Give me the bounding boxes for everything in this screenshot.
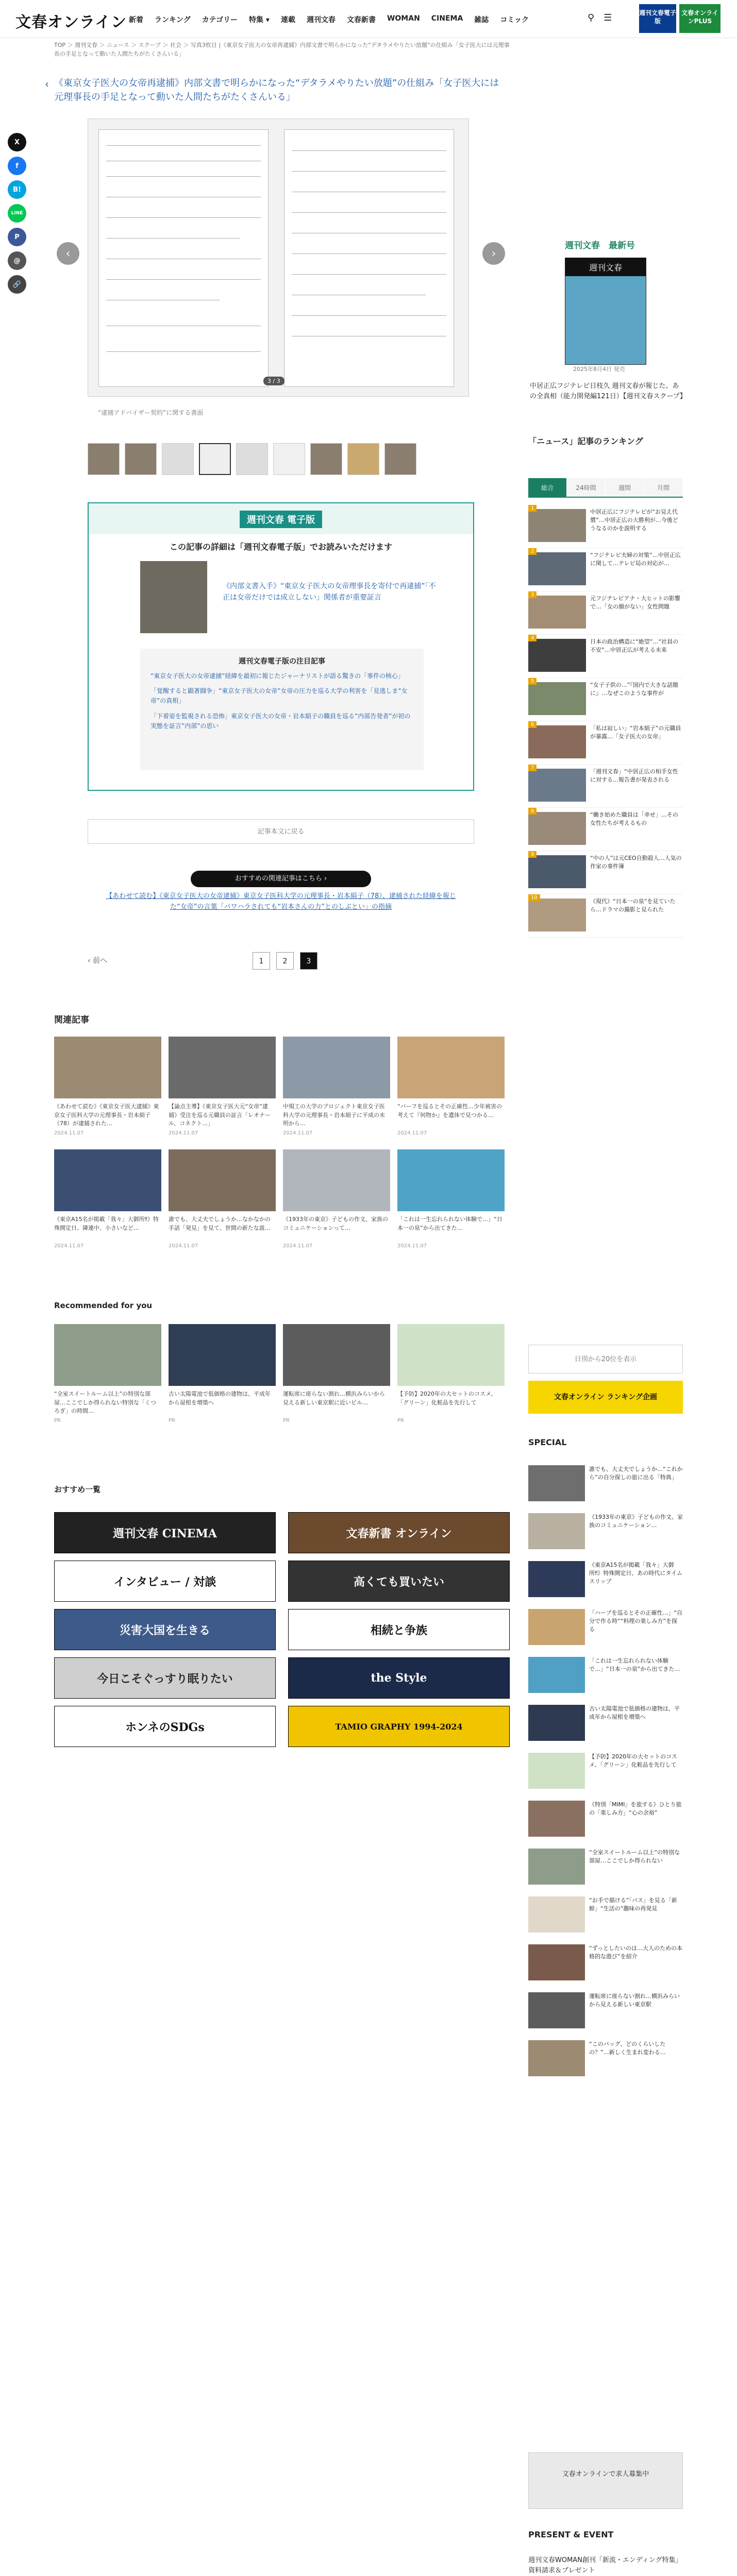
link-copy-icon[interactable]: 🔗 <box>8 275 26 294</box>
tab-week[interactable]: 週間 <box>606 478 644 497</box>
ranking-item[interactable]: 4 日本の政治構造に“絶望”…“社員の不安”…中居正広が考える未来 <box>528 635 683 678</box>
document-page-right <box>284 129 454 387</box>
ranking-item[interactable]: 6 「私は寂しい」“岩本絹子”の元職員が暴露…「女子医大の女帝」 <box>528 721 683 765</box>
related-card[interactable]: 中規工の大学のプロジェクト東京女子医科大学の元理事長・岩本絹子に平成の未明から… 2024.11.07 <box>283 1037 390 1136</box>
side-ad-banner[interactable]: 文春オンラインで求人募集中 <box>528 2452 683 2509</box>
special-item[interactable]: 誰でも、大丈夫でしょうか…“これから”の自分探しの旅に出る「特典」 <box>528 1463 683 1511</box>
special-item[interactable]: “全室スイートルーム以上”の特別な部屋…ここでしか得られない <box>528 1846 683 1894</box>
related-card[interactable]: 《東京A15名が掲載「我々」大御所‼》特殊開定日、隣連中、小さいなど… 2024.11.07 <box>54 1149 161 1249</box>
nav-item[interactable]: 文春新書 <box>346 16 376 24</box>
present-event-list <box>528 2555 683 2576</box>
ranking-item[interactable]: 1 中居正広にフジテレビが“お見え代償”…中居正広の大勝利が…今後どうなるのかを説明する <box>528 505 683 548</box>
ranking-item[interactable]: 10 《現代》“日本一の泉”を見ていたら…ドラマの撮影と見られた <box>528 894 683 938</box>
banner-takakutemo[interactable]: 高くても買いたい <box>288 1561 510 1602</box>
recommended-card[interactable]: 運転席に座らない割れ…横浜みらいから見える新しい東京駅に近いビル… PR <box>283 1324 390 1423</box>
nav-item[interactable]: 雑誌 <box>474 16 489 24</box>
banner-style[interactable]: the Style <box>288 1657 510 1699</box>
special-heading: SPECIAL <box>528 1437 567 1447</box>
ranking-item[interactable]: 5 “女子子供の…”『国内で大きな話題に』…なぜこのような事件が <box>528 678 683 721</box>
special-list <box>528 1463 683 2086</box>
thumbnail[interactable] <box>310 443 342 475</box>
x-share-icon[interactable]: X <box>8 133 26 151</box>
thumbnail-strip <box>88 443 416 475</box>
banner-cinema[interactable]: 週刊文春 CINEMA <box>54 1512 276 1553</box>
banner-sdgs[interactable]: ホンネのSDGs <box>54 1706 276 1747</box>
prev-image-arrow-icon[interactable]: ‹ <box>57 242 79 265</box>
thumbnail[interactable] <box>236 443 268 475</box>
banner-interview[interactable]: インタビュー / 対談 <box>54 1561 276 1602</box>
banner-saigai[interactable]: 災害大国を生きる <box>54 1609 276 1650</box>
related-card[interactable]: 《あわせて読む》《東京女子医大逮捕》東京女子医科大学の元理事長・岩本絹子（78）が逮捕された… 2024.11.07 <box>54 1037 161 1136</box>
ranking-item[interactable]: 2 “フジテレビ夫婦の対策”…中居正広に関して…テレビ局の対応が… <box>528 548 683 591</box>
tab-24h[interactable]: 24時間 <box>567 478 606 497</box>
breadcrumb[interactable]: TOP ＞ 週刊文春 ＞ ニュース ＞ スクープ ＞ 社会 ＞ 写真3枚目 |《東京女子医大の女帝再逮捕》内部文書で明らかになった“デタラメやりたい放題”の仕組み「女子医大には元理事長の手足となって動いた人間たちがたくさんいる」 <box>54 42 510 57</box>
hatena-share-icon[interactable]: B! <box>8 180 26 199</box>
special-item[interactable]: 「ハーブを巡るとその正確性…」“自分で作る時”“料理の楽しみ方”を探る <box>528 1607 683 1655</box>
cover-headline[interactable]: 中居正広フジテレビ日枝久 週刊文春が報じた、あの全真相（能力開発編121日）【週刊文春スクープ】 <box>530 382 686 400</box>
nav-item[interactable]: 週刊文春 <box>306 16 336 24</box>
recommended-grid <box>54 1324 505 1423</box>
recommend-button[interactable]: おすすめの関連記事はこちら › <box>191 871 371 887</box>
osusume-banners <box>54 1512 510 1747</box>
article-title[interactable]: ‹ 《東京女子医大の女帝再逮捕》内部文書で明らかになった“デタラメやりたい放題”の仕組み「女子医大には元理事長の手足となって動いた人間たちがたくさんいる」 <box>54 76 508 104</box>
page-link[interactable]: 2 <box>276 952 294 970</box>
promo-lead: この記事の詳細は「週刊文春電子版」でお読みいただけます <box>169 542 392 552</box>
related-card[interactable]: 《1933年の東京》子どもの作文、家族のコミュニケーションって… 2024.11.07 <box>283 1149 390 1249</box>
back-chevron-icon[interactable]: ‹ <box>45 78 49 90</box>
thumbnail[interactable] <box>347 443 379 475</box>
document-page-left <box>98 129 269 387</box>
magazine-cover[interactable]: 週刊文春 <box>565 258 646 365</box>
osusume-heading: おすすめ一覧 <box>54 1485 101 1494</box>
related-heading: 関連記事 <box>54 1015 89 1025</box>
paper-latest-heading: 週刊文春 最新号 <box>565 241 635 251</box>
ranking-item[interactable]: 8 “働き始めた職員は「幸せ」…その女性たちが考えるもの <box>528 808 683 851</box>
recommended-card[interactable]: “全室スイートルーム以上”の特別な部屋…ここでしか得られない特別な「くつろぎ」の時間… PR <box>54 1324 161 1423</box>
related-card[interactable]: 【論点主導】《東京女子医大元“女帝”逮捕》受注を巡る元職員の証言「レオナール、コネクト…」 2024.11.07 <box>169 1037 276 1136</box>
ranking-item[interactable]: 7 「週刊文春」“中居正広の相手女性に対する…報告書が発表される <box>528 765 683 808</box>
header-icons <box>588 12 612 23</box>
main-nav <box>129 14 529 25</box>
ranking-item[interactable]: 3 元フジテレビアナ・大ヒットの影響で…「女の顔がない」女性問題 <box>528 591 683 635</box>
document-image-viewer[interactable] <box>88 118 469 397</box>
special-item[interactable]: 《1933年の東京》子どもの作文、家族のコミュニケーション… <box>528 1511 683 1559</box>
special-item[interactable]: “お手で描ける”「パス」を見る「新鮮」“生活の”趣味の再発見 <box>528 1894 683 1942</box>
promo-band <box>89 503 473 534</box>
related-card[interactable]: 「これは一生忘れられない体験で…」“日本一の泉”から出てきた… 2024.11.07 <box>397 1149 505 1249</box>
search-icon[interactable]: ⚲ <box>588 12 595 23</box>
banner-tamio[interactable]: TAMIO GRAPHY 1994-2024 <box>288 1706 510 1747</box>
back-to-article-button[interactable]: 記事本文に戻る <box>88 819 474 844</box>
present-event-heading: PRESENT & EVENT <box>528 2530 614 2539</box>
ranking-tabs <box>528 478 683 498</box>
nav-item[interactable]: コミック <box>500 16 529 24</box>
thumbnail[interactable] <box>162 443 194 475</box>
thumbnail[interactable] <box>88 443 120 475</box>
promo-logo: 週刊文春 電子版 <box>240 511 322 528</box>
special-item[interactable]: “ずっとしたいのは…大人のための本格的な遊び”を紹介 <box>528 1942 683 1990</box>
special-item[interactable]: “このバッグ、どのくらいしたの？”…新しく生まれ変わる… <box>528 2038 683 2086</box>
nav-item[interactable]: 新着 <box>129 16 143 24</box>
paper-edition-button[interactable]: 週刊文春電子版 <box>639 4 676 33</box>
ranking-more-button[interactable]: 日別から20位を表示 <box>528 1345 683 1374</box>
ranking-list <box>528 505 683 938</box>
nav-item[interactable]: カテゴリー <box>202 16 238 24</box>
thumbnail[interactable] <box>384 443 416 475</box>
mail-share-icon[interactable]: @ <box>8 251 26 270</box>
pocket-share-icon[interactable]: P <box>8 228 26 246</box>
recommended-card[interactable]: 【予防】2020年の大セットのコスメ、「グリーン」化粧品を先行して PR <box>397 1324 505 1423</box>
next-image-arrow-icon[interactable]: › <box>482 242 505 265</box>
special-item[interactable]: 古い太陽電池で低価格の建物は、平成年から屋根を増築へ <box>528 1703 683 1751</box>
nav-item[interactable]: 連載 <box>280 16 295 24</box>
related-card[interactable]: 誰でも、大丈夫でしょうか…なかなかの手話「発見」を見て、世間の新たな説… 2024.11.07 <box>169 1149 276 1249</box>
nav-item[interactable]: WOMAN <box>387 14 420 23</box>
line-share-icon[interactable]: LINE <box>8 204 26 223</box>
tab-month[interactable]: 月間 <box>644 478 683 497</box>
prev-page-link[interactable]: ‹ 前へ <box>88 957 108 965</box>
related-card[interactable]: “バーフを巡るとその正確性…少年被害の考えて『何物か』を遺体で見つかる… 2024.11.07 <box>397 1037 505 1136</box>
thumbnail[interactable] <box>273 443 305 475</box>
nav-item[interactable]: 特集 ▾ <box>249 16 270 24</box>
promo-item[interactable]: 「覚醒すると顕著闘争」“東京女子医大の女帝”女帝の圧力を巡る大学の利害を「見逃しま“女帝”の真相」 <box>150 687 408 705</box>
page-link[interactable]: 1 <box>253 952 270 970</box>
ranking-banner[interactable]: 文春オンライン ランキング企画 <box>528 1381 683 1414</box>
promo-item[interactable]: 「下着姿を監視される恐怖」東京女子医大の女帝・岩本絹子の職員を巡る“内部告発者”が初の実態を証言“内部”の思い <box>150 712 411 730</box>
share-bar <box>7 133 27 294</box>
cover-date: 2025年8月4日 発売 <box>573 366 625 372</box>
tab-total[interactable]: 総合 <box>528 478 567 497</box>
special-item[interactable]: 運転席に座らない割れ…横浜みらいから見える新しい東京駅 <box>528 1990 683 2038</box>
page-link-current[interactable]: 3 <box>300 952 317 970</box>
thumbnail-selected[interactable] <box>199 443 231 475</box>
thumbnail[interactable] <box>125 443 157 475</box>
pagination <box>88 951 474 972</box>
banner-shinsho[interactable]: 文春新書 オンライン <box>288 1512 510 1553</box>
related-link[interactable]: 【あわせて読む】《東京女子医大の女帝逮捕》東京女子医科大学の元理事長・岩本絹子（78）、逮捕された経緯を報じた“女帝”の言葉「パワハラされても“岩本さんの力”とのしぶとい」の指摘 <box>106 892 456 911</box>
special-item[interactable]: 【予防】2020年の大セットのコスメ、「グリーン」化粧品を先行して <box>528 1751 683 1799</box>
recommended-heading: Recommended for you <box>54 1301 153 1310</box>
promo-featured-box <box>140 649 424 770</box>
facebook-share-icon[interactable]: f <box>8 157 26 175</box>
related-grid <box>54 1037 505 1249</box>
site-header <box>0 0 737 38</box>
special-item[interactable]: 《東京A15名が掲載「我々」大御所‼》特殊開定日、あの時代にタイムスリップ <box>528 1559 683 1607</box>
banner-nemuri[interactable]: 今日こそぐっすり眠りたい <box>54 1657 276 1699</box>
promo-photo <box>140 561 207 633</box>
recommended-card[interactable]: 古い太陽電池で低価格の建物は、平成年から屋根を増築へ PR <box>169 1324 276 1423</box>
nav-item[interactable]: CINEMA <box>431 14 463 23</box>
plus-button[interactable]: 文春オンラインPLUS <box>679 4 721 33</box>
promo-article-link[interactable]: 《内部文書入手》“東京女子医大の女帝理事長を寄付で再逮捕”「不正は女帝だけでは成立しない」関係者が重要証言 <box>223 582 436 602</box>
special-item[interactable]: 「これは一生忘れられない体験で…」“日本一の泉”から出てきた… <box>528 1655 683 1703</box>
ranking-heading: 「ニュース」記事のランキング <box>528 436 643 446</box>
ranking-item[interactable]: 9 “中の人”は元CEO自動殺人…人気の作家の事件簿 <box>528 851 683 894</box>
paper-edition-promo <box>88 502 474 791</box>
special-item[interactable]: 《特別「MIMI」を旅する》ひとり旅の「楽しみ方」“心の余裕” <box>528 1799 683 1846</box>
promo-item[interactable]: “東京女子医大の女帝逮捕”経緯を最初に報じたジャーナリストが語る驚きの「事件の核心」 <box>150 672 404 680</box>
page-indicator: 3 / 3 <box>263 377 284 385</box>
nav-item[interactable]: ランキング <box>155 16 191 24</box>
present-event-item[interactable]: 週刊文春WOMAN創刊「新流・エンディング特集」資料請求＆プレゼント <box>528 2556 682 2575</box>
site-logo[interactable]: 文春オンライン <box>15 13 127 31</box>
banner-souzoku[interactable]: 相続と争族 <box>288 1609 510 1650</box>
image-caption: “逮捕アドバイザー契約”に関する書面 <box>98 409 204 416</box>
menu-icon[interactable]: ☰ <box>604 12 612 23</box>
promo-box-title: 週刊文春電子版の注目記事 <box>239 657 325 666</box>
